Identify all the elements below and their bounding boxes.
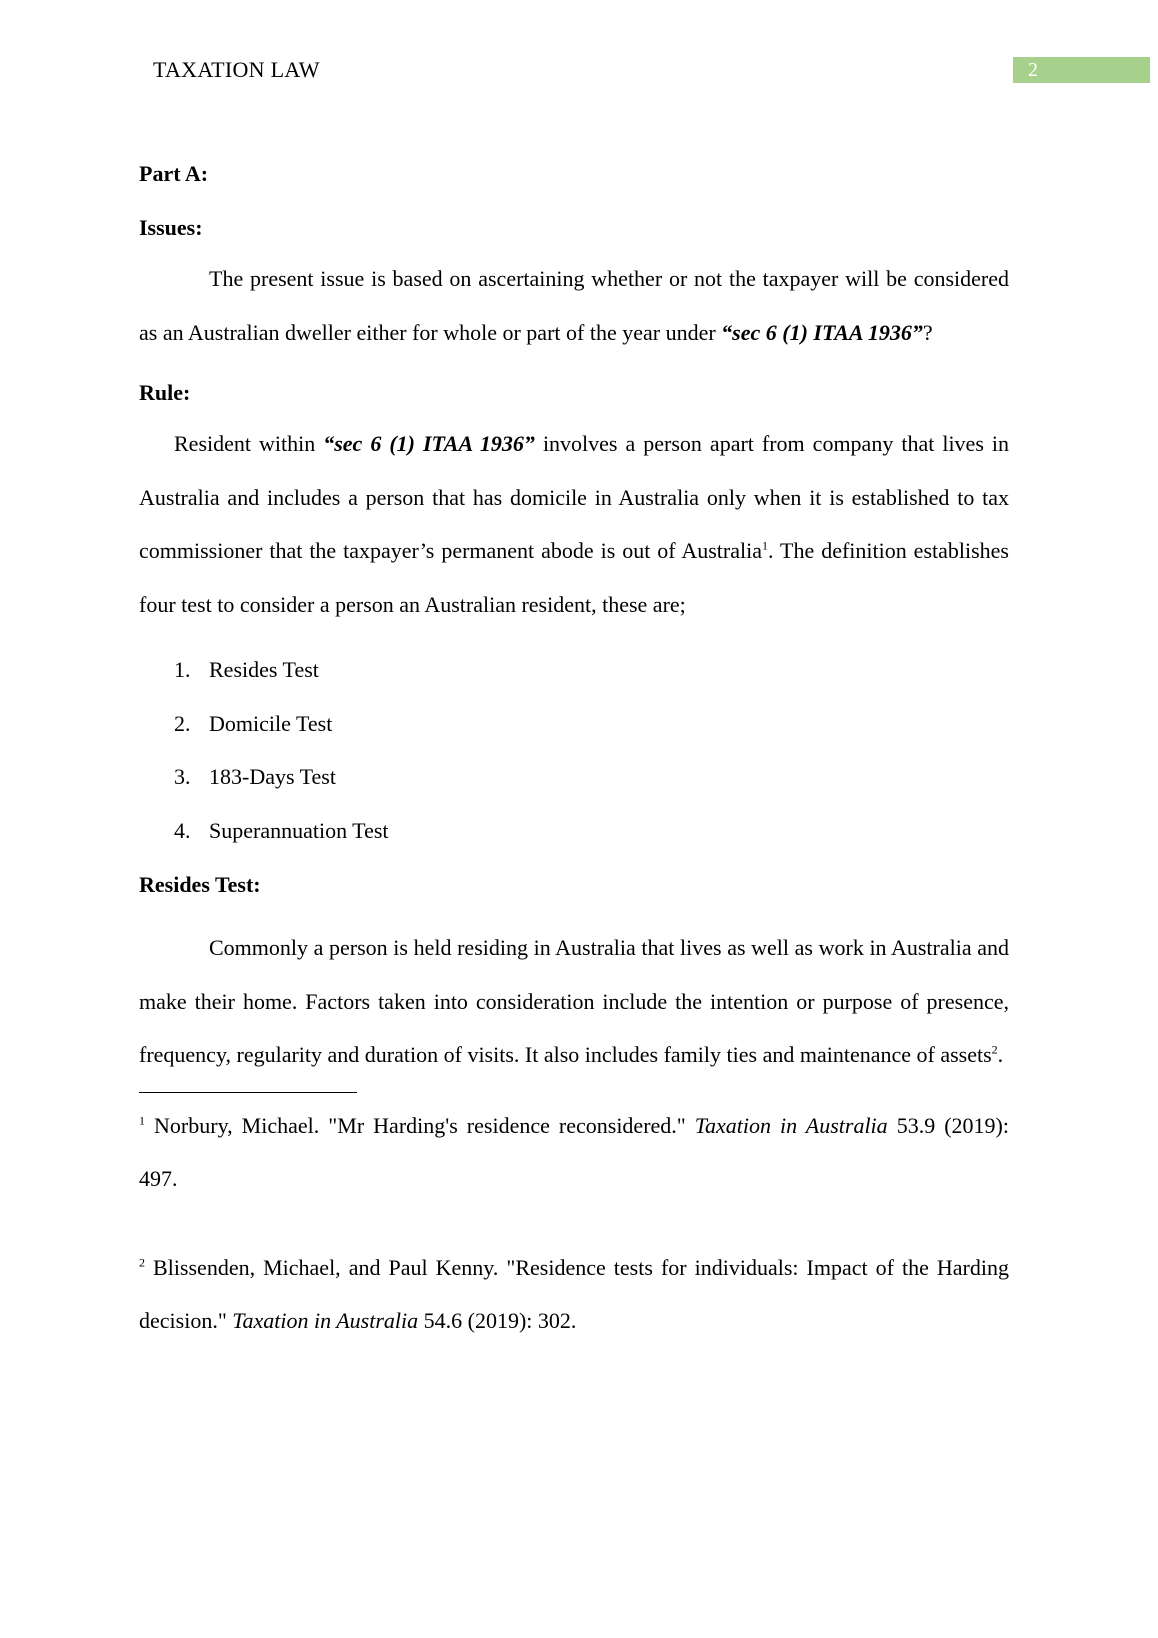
- footnote-ref-2[interactable]: 2: [991, 1042, 998, 1057]
- footnote-1: $^1$ Norbury, Michael. "Mr Harding's residence reconsidered." Taxation in Australia 53.9 (2019): 497.: [139, 1112, 1009, 1191]
- issues-citation: “sec 6 (1) ITAA 1936”: [721, 319, 923, 345]
- running-header-title: TAXATION LAW: [153, 57, 320, 82]
- list-item: 3. 183-Days Test: [174, 764, 336, 789]
- rule-heading: Rule:: [139, 380, 191, 405]
- list-item: 4. Superannuation Test: [174, 817, 389, 843]
- page-number-badge: 2: [1013, 57, 1150, 83]
- resides-test-paragraph: Commonly a person is held residing in Australia that lives as well as work in Australia and make their home. Factors taken into consideration include the intention or purpose of presence, frequency, regularity and duration of visits. It also includes family ties and maintenance of assets$^2$.: [139, 935, 1009, 1067]
- rule-citation: “sec 6 (1) ITAA 1936”: [323, 431, 535, 456]
- footnote-2: $^2$ Blissenden, Michael, and Paul Kenny. "Residence tests for individuals: Impact of the Harding decision." Taxation in Australia 54.6 (2019): 302.: [139, 1254, 1009, 1333]
- footnote-ref-1[interactable]: 1: [761, 538, 768, 553]
- issues-heading: Issues:: [139, 215, 203, 240]
- tests-list: [139, 643, 1009, 857]
- rule-paragraph: Resident within “sec 6 (1) ITAA 1936” involves a person apart from company that lives in Australia and includes a person that has domicile in Australia only when it is established to tax commissioner that the taxpayer’s permanent abode is out of Australia$^1$. The definition establishes four test to consider a person an Australian resident, these are;: [139, 431, 1009, 617]
- issues-paragraph: The present issue is based on ascertaining whether or not the taxpayer will be considered as an Australian dweller either for whole or part of the year under “sec 6 (1) ITAA 1936”?: [139, 266, 1009, 345]
- list-item: 1. Resides Test: [174, 657, 319, 682]
- footnote-separator: [139, 1092, 357, 1093]
- part-heading: Part A:: [139, 161, 209, 186]
- resides-test-heading: Resides Test:: [139, 872, 261, 897]
- list-item: 2. Domicile Test: [174, 710, 333, 736]
- document-body: [139, 158, 1009, 1348]
